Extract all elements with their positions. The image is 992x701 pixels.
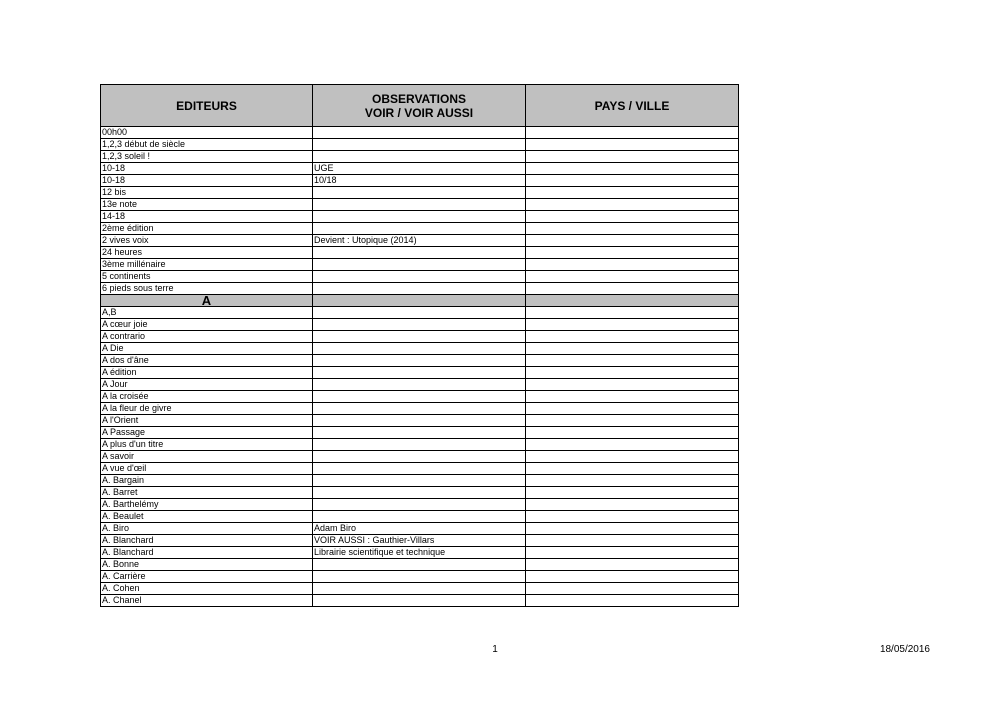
cell-observations: [313, 595, 526, 607]
cell-editeur: 14-18: [101, 211, 313, 223]
cell-pays-ville: [526, 295, 739, 307]
table-row: [101, 151, 739, 163]
table-row: [101, 271, 739, 283]
cell-observations: [313, 487, 526, 499]
cell-observations: [313, 331, 526, 343]
cell-observations: [313, 259, 526, 271]
cell-observations: [313, 439, 526, 451]
cell-editeur: 13e note: [101, 199, 313, 211]
cell-observations: [313, 559, 526, 571]
cell-pays-ville: [526, 367, 739, 379]
table-row: [101, 247, 739, 259]
cell-pays-ville: [526, 427, 739, 439]
cell-editeur: 5 continents: [101, 271, 313, 283]
cell-editeur: A. Barret: [101, 487, 313, 499]
table-row: [101, 415, 739, 427]
header-observations-line2: VOIR / VOIR AUSSI: [364, 105, 474, 120]
cell-editeur: 24 heures: [101, 247, 313, 259]
table-row: [101, 571, 739, 583]
cell-pays-ville: [526, 331, 739, 343]
cell-editeur: A édition: [101, 367, 313, 379]
cell-pays-ville: [526, 487, 739, 499]
cell-pays-ville: [526, 511, 739, 523]
cell-editeur: A. Carrière: [101, 571, 313, 583]
cell-editeur: A Die: [101, 343, 313, 355]
cell-editeur: A Passage: [101, 427, 313, 439]
cell-editeur: A plus d'un titre: [101, 439, 313, 451]
cell-observations: [313, 583, 526, 595]
cell-observations: [313, 511, 526, 523]
table-body: [101, 127, 739, 607]
cell-editeur: 00h00: [101, 127, 313, 139]
cell-observations: Librairie scientifique et technique: [313, 547, 526, 559]
table-row: [101, 595, 739, 607]
table-row: [101, 211, 739, 223]
table-row: [101, 307, 739, 319]
cell-pays-ville: [526, 247, 739, 259]
table-row: [101, 187, 739, 199]
cell-pays-ville: [526, 175, 739, 187]
cell-pays-ville: [526, 163, 739, 175]
cell-pays-ville: [526, 535, 739, 547]
cell-editeur: A savoir: [101, 451, 313, 463]
cell-pays-ville: [526, 271, 739, 283]
cell-observations: [313, 319, 526, 331]
cell-observations: Adam Biro: [313, 523, 526, 535]
cell-pays-ville: [526, 307, 739, 319]
cell-observations: [313, 151, 526, 163]
table-row: [101, 283, 739, 295]
header-pays-ville: PAYS / VILLE: [526, 85, 739, 127]
table-row: [101, 559, 739, 571]
cell-pays-ville: [526, 379, 739, 391]
cell-editeur: A. Chanel: [101, 595, 313, 607]
cell-editeur: 6 pieds sous terre: [101, 283, 313, 295]
cell-editeur: A Jour: [101, 379, 313, 391]
cell-pays-ville: [526, 319, 739, 331]
cell-observations: [313, 343, 526, 355]
cell-editeur: A. Bonne: [101, 559, 313, 571]
cell-pays-ville: [526, 595, 739, 607]
header-observations-line1: OBSERVATIONS: [371, 91, 466, 106]
cell-pays-ville: [526, 499, 739, 511]
cell-pays-ville: [526, 403, 739, 415]
cell-observations: 10/18: [313, 175, 526, 187]
header-row: [101, 85, 739, 127]
cell-editeur: 3ème millénaire: [101, 259, 313, 271]
cell-pays-ville: [526, 211, 739, 223]
cell-observations: [313, 199, 526, 211]
table-row: [101, 511, 739, 523]
cell-pays-ville: [526, 139, 739, 151]
cell-editeur: A la croisée: [101, 391, 313, 403]
cell-pays-ville: [526, 127, 739, 139]
table-row: [101, 475, 739, 487]
cell-observations: [313, 571, 526, 583]
cell-observations: [313, 415, 526, 427]
table-row: [101, 355, 739, 367]
cell-pays-ville: [526, 151, 739, 163]
header-observations: [313, 85, 526, 127]
table-row: [101, 499, 739, 511]
cell-observations: [313, 475, 526, 487]
cell-observations: [313, 223, 526, 235]
header-editeurs: EDITEURS: [101, 85, 313, 127]
page-number: 1: [492, 644, 498, 655]
cell-observations: VOIR AUSSI : Gauthier-Villars: [313, 535, 526, 547]
table-row: [101, 367, 739, 379]
table-row: [101, 235, 739, 247]
table-row: [101, 451, 739, 463]
cell-editeur: A. Bargain: [101, 475, 313, 487]
cell-observations: [313, 367, 526, 379]
table-row: [101, 535, 739, 547]
table-row: [101, 331, 739, 343]
cell-editeur: A cœur joie: [101, 319, 313, 331]
table-row: [101, 427, 739, 439]
cell-pays-ville: [526, 523, 739, 535]
cell-pays-ville: [526, 187, 739, 199]
cell-pays-ville: [526, 199, 739, 211]
cell-observations: [313, 355, 526, 367]
table-row: [101, 583, 739, 595]
cell-editeur: A l'Orient: [101, 415, 313, 427]
cell-pays-ville: [526, 223, 739, 235]
cell-pays-ville: [526, 439, 739, 451]
table-row: [101, 259, 739, 271]
table-row: [101, 439, 739, 451]
table-row: [101, 223, 739, 235]
cell-editeur: A. Blanchard: [101, 535, 313, 547]
cell-editeur: A dos d'âne: [101, 355, 313, 367]
cell-observations: [313, 139, 526, 151]
cell-editeur: A contrario: [101, 331, 313, 343]
table-row: [101, 343, 739, 355]
cell-observations: [313, 187, 526, 199]
print-date: 18/05/2016: [879, 644, 930, 655]
cell-observations: [313, 283, 526, 295]
cell-editeur: A vue d'œil: [101, 463, 313, 475]
table-row: [101, 319, 739, 331]
cell-pays-ville: [526, 343, 739, 355]
table-row: [101, 403, 739, 415]
table-row: [101, 379, 739, 391]
cell-observations: [313, 295, 526, 307]
cell-observations: [313, 307, 526, 319]
cell-editeur: 2 vives voix: [101, 235, 313, 247]
table-row: [101, 523, 739, 535]
cell-observations: [313, 379, 526, 391]
table-row: [101, 139, 739, 151]
cell-pays-ville: [526, 235, 739, 247]
cell-pays-ville: [526, 415, 739, 427]
cell-observations: [313, 127, 526, 139]
cell-observations: [313, 391, 526, 403]
cell-observations: [313, 247, 526, 259]
cell-pays-ville: [526, 451, 739, 463]
cell-pays-ville: [526, 583, 739, 595]
cell-pays-ville: [526, 571, 739, 583]
cell-observations: [313, 463, 526, 475]
cell-editeur: A. Cohen: [101, 583, 313, 595]
cell-editeur: 2ème édition: [101, 223, 313, 235]
cell-observations: [313, 499, 526, 511]
section-letter: A: [101, 295, 313, 307]
table-row: [101, 391, 739, 403]
cell-pays-ville: [526, 547, 739, 559]
cell-pays-ville: [526, 463, 739, 475]
cell-observations: [313, 403, 526, 415]
table-row: [101, 163, 739, 175]
cell-observations: [313, 427, 526, 439]
cell-editeur: A. Beaulet: [101, 511, 313, 523]
cell-pays-ville: [526, 259, 739, 271]
cell-pays-ville: [526, 283, 739, 295]
table-row: [101, 547, 739, 559]
cell-observations: [313, 271, 526, 283]
cell-editeur: 1,2,3 début de siècle: [101, 139, 313, 151]
cell-observations: [313, 211, 526, 223]
publishers-sheet: [100, 84, 738, 607]
cell-editeur: 10-18: [101, 175, 313, 187]
cell-observations: [313, 451, 526, 463]
cell-editeur: A la fleur de givre: [101, 403, 313, 415]
cell-editeur: 10-18: [101, 163, 313, 175]
cell-pays-ville: [526, 559, 739, 571]
cell-editeur: A,B: [101, 307, 313, 319]
publishers-table: [100, 84, 739, 607]
cell-pays-ville: [526, 355, 739, 367]
table-row: [101, 127, 739, 139]
table-row: [101, 487, 739, 499]
cell-editeur: A. Barthelémy: [101, 499, 313, 511]
section-letter-row: [101, 295, 739, 307]
table-row: [101, 463, 739, 475]
cell-pays-ville: [526, 475, 739, 487]
cell-editeur: A. Biro: [101, 523, 313, 535]
cell-editeur: 1,2,3 soleil !: [101, 151, 313, 163]
cell-editeur: A. Blanchard: [101, 547, 313, 559]
cell-observations: UGE: [313, 163, 526, 175]
table-row: [101, 199, 739, 211]
table-row: [101, 175, 739, 187]
cell-observations: Devient : Utopique (2014): [313, 235, 526, 247]
cell-editeur: 12 bis: [101, 187, 313, 199]
cell-pays-ville: [526, 391, 739, 403]
